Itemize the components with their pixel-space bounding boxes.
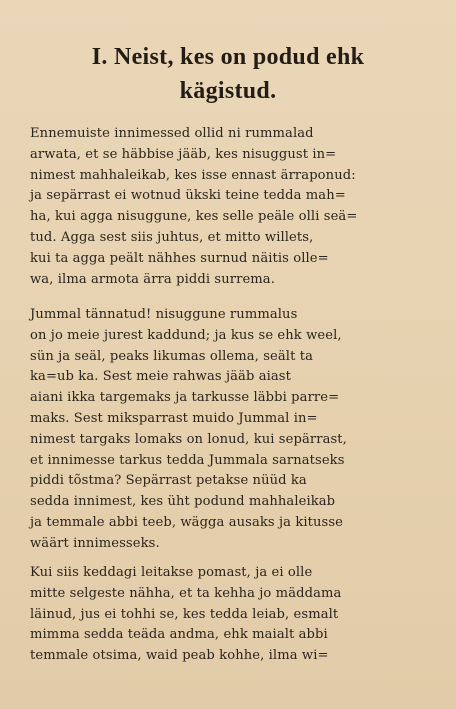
paragraph-1 bbox=[30, 124, 428, 290]
text-line: nimest targaks lomaks on lonud, kui sepärrast, bbox=[30, 431, 347, 447]
text-line: Kui siis keddagi leitakse pomast, ja ei olle bbox=[30, 565, 313, 580]
text-line: ha, kui agga nisuggune, kes selle peäle olli seä= bbox=[30, 209, 358, 225]
text-line: mitte selgeste nähha, et ta kehha jo mäddama bbox=[30, 585, 342, 601]
text-line: tud. Agga sest siis juhtus, et mitto willets, bbox=[30, 229, 314, 245]
text-line: läinud, jus ei tohhi se, kes tedda leiab, esmalt bbox=[30, 606, 339, 622]
text-line: ja sepärrast ei wotnud ükski teine tedda mah= bbox=[30, 188, 346, 204]
text-line: mimma sedda teäda andma, ehk maialt abbi bbox=[30, 627, 328, 643]
text-line: et innimesse tarkus tedda Jummala sarnatseks bbox=[30, 452, 345, 468]
text-line: wa, ilma armota ärra piddi surrema. bbox=[30, 271, 275, 287]
text-line: piddi tõstma? Sepärrast petakse nüüd ka bbox=[30, 473, 307, 489]
text-line: kui ta agga peält nähhes surnud näitis olle= bbox=[30, 250, 329, 266]
text-line: aiani ikka targemaks ja tarkusse läbbi parre= bbox=[30, 390, 340, 406]
chapter-heading-line-2: kägistud. bbox=[179, 78, 277, 104]
chapter-heading-line-1: I. Neist, kes on podud ehk bbox=[91, 44, 365, 70]
text-line: sedda innimest, kes üht podund mahhaleikab bbox=[30, 494, 336, 510]
text-line: arwata, et se häbbise jääb, kes nisuggust in= bbox=[30, 146, 337, 162]
chapter-heading bbox=[40, 42, 416, 106]
text-line: wäärt innimesseks. bbox=[30, 535, 160, 551]
paragraph-2 bbox=[30, 305, 428, 555]
text-line: Ennemuiste innimessed ollid ni rummalad bbox=[30, 126, 314, 141]
text-line: Jummal tännatud! nisuggune rummalus bbox=[30, 307, 298, 322]
text-line: ka=ub ka. Sest meie rahwas jääb aiast bbox=[30, 369, 291, 385]
paragraph-3 bbox=[30, 563, 428, 667]
text-line: temmale otsima, waid peab kohhe, ilma wi= bbox=[30, 648, 329, 664]
text-line: maks. Sest miksparrast muido Jummal in= bbox=[30, 410, 318, 426]
text-line: on jo meie jurest kaddund; ja kus se ehk weel, bbox=[30, 327, 342, 343]
text-line: nimest mahhaleikab, kes isse ennast ärraponud: bbox=[30, 167, 356, 183]
text-line: ja temmale abbi teeb, wägga ausaks ja kitusse bbox=[30, 514, 344, 530]
text-line: sün ja seäl, peaks likumas ollema, seält ta bbox=[30, 348, 313, 364]
